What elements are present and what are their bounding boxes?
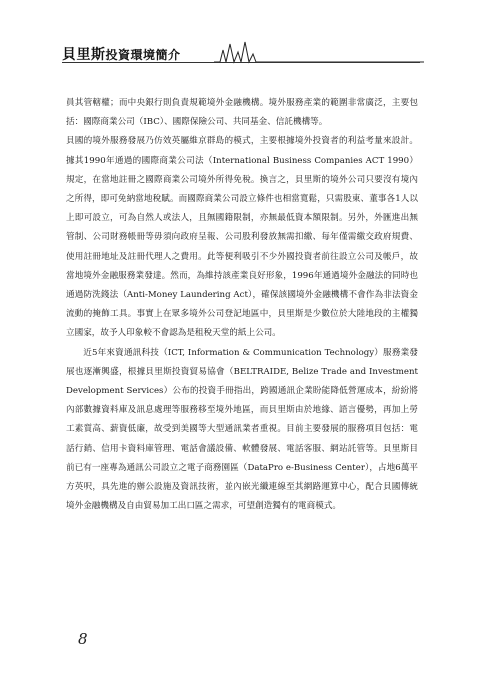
paragraph-3: 近5年來資通訊科技（ICT, Information & Communication Technology）服務業發展也逐漸興盛，根據貝里斯投資貿易協會（BELTRAIDE, Belize Trade and Investment Development Services）公布的投資手冊指出，跨國通訊企業盼能降低營運成本，紛紛將內部數據資料庫及訊息處理等服務移至境外地區，而貝里斯由於地緣、語言優勢，再加上勞工素質高、薪資低廉，故受到美國等大型通訊業者重視。目前主要發展的服務項目包括：電話行銷、信用卡資料庫管理、電話會議設備、軟體發展、電話客服、網站託管等。貝里斯目前已有一座專為通訊公司設立之電子商務園區（DataPro e-Business Center），占地6萬平方英呎，具先進的辦公設施及資訊技術，並內嵌光纖連線至其網路運算中心，配合貝國傳統境外金融機構及自由貿易加工出口區之需求，可望創造獨有的電商模式。 — [66, 347, 418, 512]
body-text — [66, 94, 418, 516]
paragraph-2: 貝國的境外服務發展乃仿效英屬維京群島的模式，主要根據境外投資者的利益考量來設計。據其1990年通過的國際商業公司法（International Business Companies ACT 1990）規定，在當地註冊之國際商業公司境外所得免稅。換言之，貝里斯的境外公司只要沒有境內之所得，即可免納當地稅賦。而國際商業公司設立條件也相當寬鬆，只需股東、董事各1人以上即可設立，可為自然人或法人，且無國籍限制，亦無最低資本額限制。另外，外匯進出無管制、公司財務帳冊等毋須向政府呈報、公司股利發放無需扣繳、每年僅需繳交政府規費、使用註冊地址及註冊代理人之費用。此等便利吸引不少外國投資者前往設立公司及帳戶，故當地境外金融服務業發達。然而，為維持該產業良好形象，1996年通過境外金融法的同時也通過防洗錢法（Anti-Money Laundering Act），確保該國境外金融機構不會作為非法資金流動的掩飾工具。事實上在眾多境外公司登記地區中，貝里斯是少數位於大陸地段的主權獨立國家，故予人印象較不會認為是租稅天堂的紙上公司。 — [66, 136, 418, 339]
header-title — [62, 44, 181, 64]
header-rule — [62, 62, 420, 63]
page-number: 8 — [78, 630, 88, 648]
header-title-sub: 投資環境簡介 — [105, 48, 181, 62]
heartbeat-wave-icon — [214, 40, 424, 64]
running-header — [62, 38, 422, 64]
header-title-main: 貝里斯 — [62, 47, 106, 63]
paragraph-1: 員其管轄權；而中央銀行則負責規範境外金融機構。境外服務產業的範圍非常廣泛，主要包括：國際商業公司（IBC）、國際保險公司、共同基金、信託機構等。 — [66, 98, 418, 128]
